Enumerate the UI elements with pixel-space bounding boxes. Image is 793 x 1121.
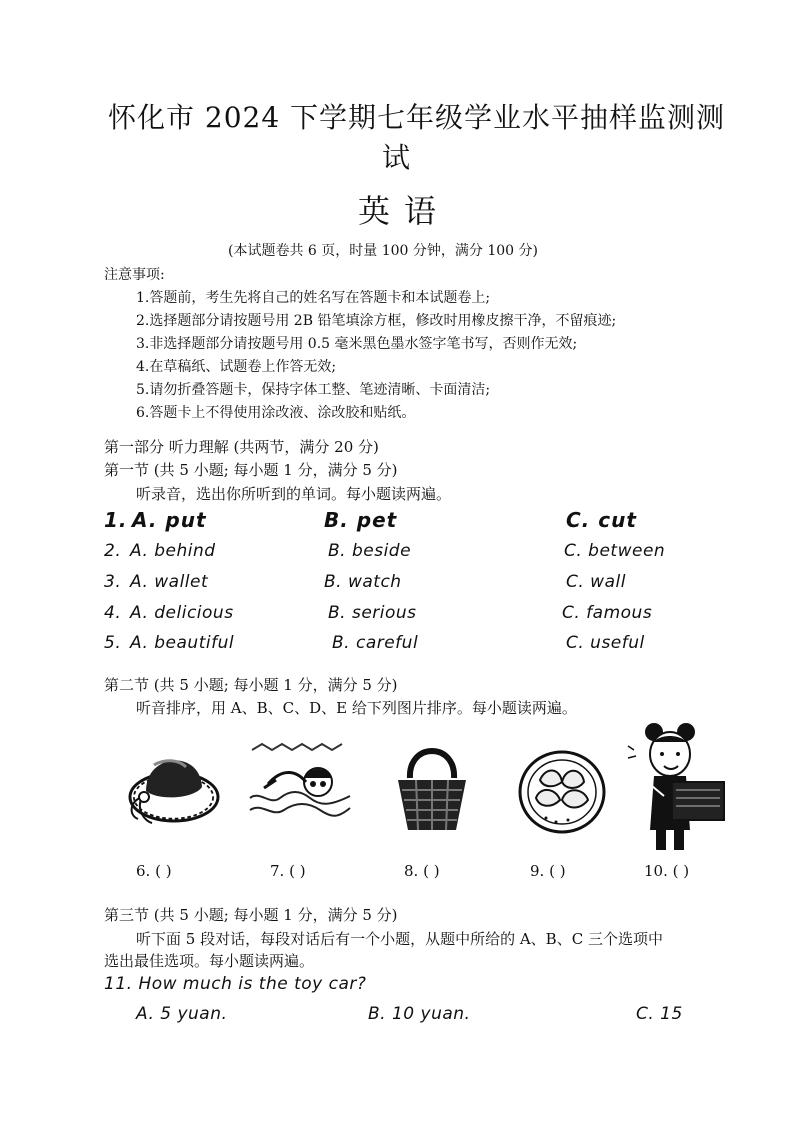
section2-heading: 第二节 (共 5 小题; 每小题 1 分，满分 5 分): [104, 676, 398, 694]
picture-caption: 10. ( ): [644, 862, 690, 880]
option-c: C. 15: [636, 1004, 683, 1024]
dumplings-plate-icon: [516, 748, 612, 848]
option-c: C. cut: [566, 508, 637, 532]
notes-heading: 注意事项:: [104, 267, 165, 283]
option-b: B. beside: [328, 541, 412, 561]
swimmer-icon: [248, 740, 344, 840]
note-item: 3.非选择题部分请按题号用 0.5 毫米黑色墨水签字笔书写，否则作无效;: [136, 336, 578, 352]
girl-reading-icon: [624, 720, 730, 854]
option-a: A. 5 yuan.: [136, 1004, 228, 1024]
part1-heading: 第一部分 听力理解 (共两节，满分 20 分): [104, 438, 379, 456]
section3-instruction-line2: 选出最佳选项。每小题读两遍。: [104, 952, 315, 970]
option-b: B. serious: [328, 603, 417, 623]
section1-heading: 第一节 (共 5 小题; 每小题 1 分，满分 5 分): [104, 461, 398, 479]
option-b: B. watch: [324, 572, 402, 592]
option-c: C. between: [564, 541, 666, 561]
option-b: B. careful: [332, 633, 419, 653]
section2-instruction: 听音排序，用 A、B、C、D、E 给下列图片排序。每小题读两遍。: [136, 699, 577, 717]
question-number: 5.: [104, 633, 122, 653]
hat-icon: [124, 735, 220, 835]
picture-caption: 6. ( ): [136, 862, 172, 880]
exam-title-line2: 试: [382, 141, 412, 174]
picture-caption: 9. ( ): [530, 862, 566, 880]
note-item: 6.答题卡上不得使用涂改液、涂改胶和贴纸。: [136, 405, 416, 421]
question-number: 1.: [104, 508, 128, 532]
option-a: A. wallet: [130, 572, 209, 592]
exam-title-line1: 怀化市 2024 下学期七年级学业水平抽样监测测: [108, 101, 726, 134]
question-11-stem: 11. How much is the toy car?: [104, 974, 367, 994]
note-item: 4.在草稿纸、试题卷上作答无效;: [136, 359, 337, 375]
question-number: 4.: [104, 603, 122, 623]
option-c: C. useful: [566, 633, 645, 653]
option-a: A. behind: [130, 541, 216, 561]
picture-caption: 7. ( ): [270, 862, 306, 880]
option-a: A. beautiful: [130, 633, 235, 653]
question-number: 3.: [104, 572, 122, 592]
option-b: B. pet: [324, 508, 398, 532]
option-a: A. put: [132, 508, 207, 532]
basket-icon: [392, 738, 488, 838]
note-item: 1.答题前，考生先将自己的姓名写在答题卡和本试题卷上;: [136, 290, 491, 306]
section1-instruction: 听录音，选出你所听到的单词。每小题读两遍。: [136, 485, 452, 503]
exam-info: (本试题卷共 6 页，时量 100 分钟，满分 100 分): [228, 243, 538, 259]
section3-heading: 第三节 (共 5 小题; 每小题 1 分，满分 5 分): [104, 906, 398, 924]
note-item: 5.请勿折叠答题卡，保持字体工整、笔迹清晰、卡面清洁;: [136, 382, 491, 398]
option-a: A. delicious: [130, 603, 234, 623]
note-item: 2.选择题部分请按题号用 2B 铅笔填涂方框，修改时用橡皮擦干净，不留痕迹;: [136, 313, 617, 329]
subject-title: 英语: [358, 192, 451, 230]
picture-caption: 8. ( ): [404, 862, 440, 880]
section3-instruction-line1: 听下面 5 段对话，每段对话后有一个小题，从题中所给的 A、B、C 三个选项中: [136, 930, 663, 948]
option-b: B. 10 yuan.: [368, 1004, 471, 1024]
option-c: C. famous: [562, 603, 653, 623]
question-number: 2.: [104, 541, 122, 561]
option-c: C. wall: [566, 572, 626, 592]
